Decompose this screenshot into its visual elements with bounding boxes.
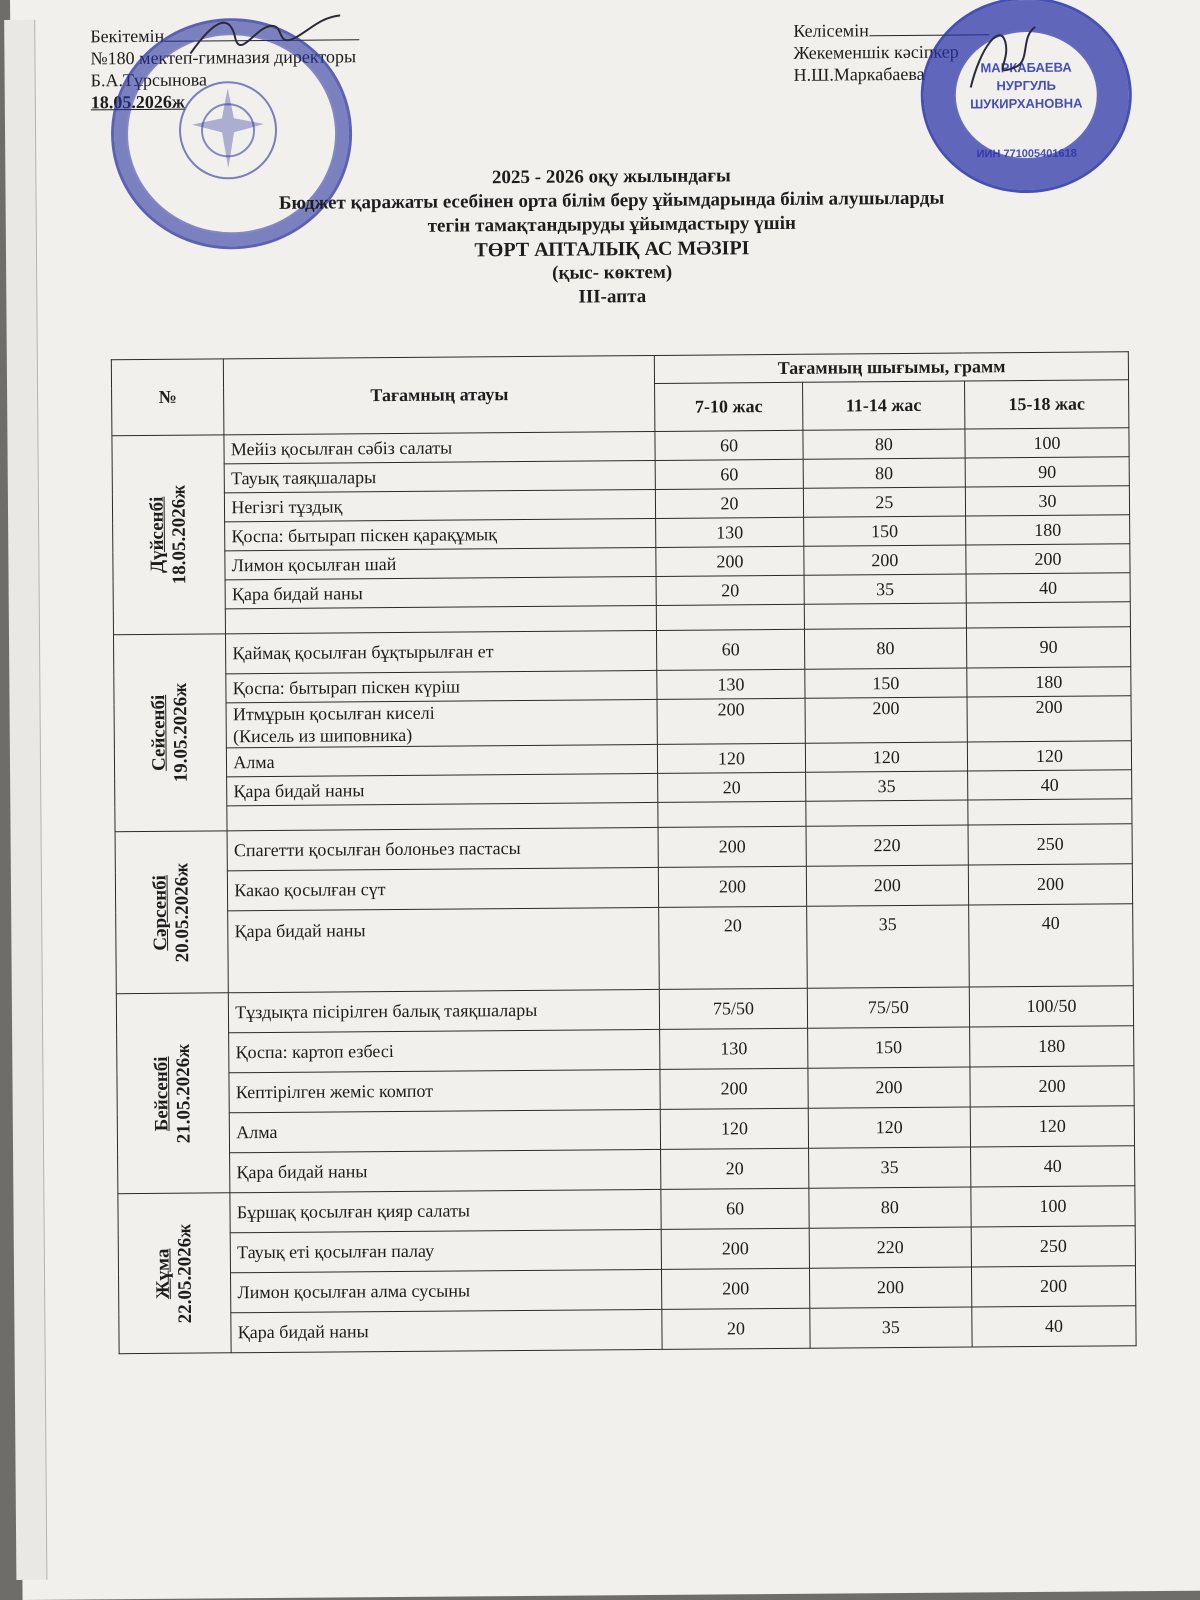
- dish-name: Лимон қосылған алма сусыны: [231, 1269, 662, 1312]
- portion-7-10: 60: [657, 629, 805, 670]
- portion-11-14: 120: [805, 742, 967, 772]
- title-week: III-апта: [578, 286, 647, 308]
- portion-11-14: 220: [809, 1227, 971, 1268]
- portion-11-14: 80: [803, 429, 965, 459]
- portion-11-14: 35: [810, 1307, 972, 1348]
- signature-icon: [960, 17, 1041, 98]
- portion-7-10: 20: [659, 906, 807, 989]
- portion-11-14: 120: [808, 1107, 970, 1148]
- day-date: 18.05.2026ж: [168, 484, 191, 585]
- portion-7-10: 130: [660, 1028, 808, 1069]
- dish-name: Қоспа: бытырап піскен қарақұмық: [225, 518, 656, 550]
- portion-15-18: 40: [972, 1306, 1136, 1347]
- title-year: 2025 - 2026 оқу жылындағы: [491, 165, 731, 189]
- dish-name: Қара бидай наны: [227, 773, 658, 805]
- portion-11-14: 150: [805, 668, 967, 698]
- portion-11-14: 80: [804, 628, 966, 669]
- dish-name: Қоспа: картоп езбесі: [229, 1029, 660, 1072]
- portion-15-18: 200: [970, 1066, 1134, 1107]
- portion-11-14: 35: [808, 1147, 970, 1188]
- portion-15-18: 200: [968, 864, 1132, 905]
- dish-name: Қаймақ қосылған бұқтырылған ет: [226, 630, 657, 673]
- approval-person: Б.А.Тұрсынова: [90, 69, 208, 91]
- portion-7-10: 60: [655, 430, 803, 460]
- day-date: 19.05.2026ж: [170, 682, 192, 783]
- day-date: 22.05.2026ж: [174, 1223, 197, 1323]
- portion-11-14: 150: [803, 516, 965, 546]
- portion-15-18: 180: [970, 1026, 1134, 1067]
- header-age-11-14: 11-14 жас: [802, 381, 965, 430]
- portion-11-14: 75/50: [807, 987, 969, 1028]
- dish-name-kk: Итмұрын қосылған киселі: [232, 702, 435, 725]
- menu-table: [111, 351, 1137, 1354]
- portion-15-18: 200: [967, 696, 1131, 742]
- dish-name: Какао қосылған сүт: [228, 867, 659, 910]
- day-name: Дүйсенбі: [146, 496, 169, 574]
- portion-11-14: 35: [806, 905, 969, 988]
- portion-7-10: 200: [661, 1228, 809, 1269]
- dish-name: Мейіз қосылған сәбіз салаты: [224, 431, 655, 463]
- portion-7-10: 20: [656, 575, 804, 605]
- dish-name: Қара бидай наны: [228, 907, 660, 992]
- dish-name: Алма: [230, 1109, 661, 1152]
- portion-15-18: 100/50: [969, 986, 1133, 1027]
- approval-label: Бекітемін: [90, 25, 165, 47]
- portion-11-14: 35: [804, 574, 966, 604]
- title-menu: ТӨРТ АПТАЛЫҚ АС МӘЗІРІ: [474, 237, 750, 262]
- dish-name: Қара бидай наны: [231, 1309, 662, 1352]
- document-page: [10, 0, 1200, 1600]
- portion-15-18: 200: [966, 544, 1130, 574]
- table-row: [116, 904, 1134, 994]
- day-cell: [112, 435, 226, 635]
- agreement-position: Жекеменшік кәсіпкер: [793, 41, 959, 63]
- portion-15-18: 120: [970, 1106, 1134, 1147]
- portion-7-10: 200: [657, 698, 805, 744]
- day-cell: [113, 634, 227, 832]
- portion-11-14: 35: [805, 771, 967, 801]
- portion-11-14: 80: [803, 458, 965, 488]
- day-cell: [115, 831, 229, 994]
- header-age-7-10: 7-10 жас: [655, 382, 803, 431]
- dish-name: Негізгі тұздық: [225, 489, 656, 521]
- portion-11-14: 150: [807, 1027, 969, 1068]
- table-row: [114, 696, 1131, 749]
- portion-15-18: 90: [965, 457, 1129, 487]
- dish-name: Қоспа: бытырап піскен күріш: [226, 670, 657, 702]
- day-name: Жұма: [152, 1247, 174, 1299]
- portion-11-14: 200: [809, 1267, 971, 1308]
- approval-date: 18.05.2026ж: [90, 91, 185, 113]
- dish-name: Тауық еті қосылған палау: [230, 1229, 661, 1272]
- stamp-id: ИИН 771005401618: [976, 147, 1077, 161]
- agreement-label: Келісемін: [793, 20, 869, 41]
- portion-15-18: 250: [968, 824, 1132, 865]
- portion-11-14: 220: [806, 825, 968, 866]
- portion-15-18: 100: [965, 428, 1129, 458]
- stamp-name-3: ШУКИРХАНОВНА: [970, 95, 1083, 112]
- portion-15-18: 120: [967, 741, 1131, 771]
- day-name: Бейсенбі: [150, 1055, 173, 1131]
- portion-7-10: 120: [658, 743, 806, 773]
- portion-7-10: 20: [661, 1148, 809, 1189]
- dish-name: Бұршақ қосылған қияр салаты: [230, 1189, 661, 1232]
- portion-15-18: 180: [966, 515, 1130, 545]
- portion-7-10: 20: [662, 1308, 810, 1349]
- portion-15-18: 90: [966, 627, 1130, 668]
- day-cell: [116, 993, 230, 1194]
- signature-icon: [185, 7, 345, 63]
- stamp-name-1: МАРКАБАЕВА: [980, 59, 1072, 76]
- dish-name: Тұздықта пісірілген балық таяқшалары: [229, 989, 660, 1032]
- portion-15-18: 30: [965, 486, 1129, 516]
- portion-15-18: 40: [969, 904, 1134, 987]
- portion-11-14: 80: [809, 1187, 971, 1228]
- dish-name: Лимон қосылған шай: [225, 547, 656, 579]
- dish-name: Қара бидай наны: [230, 1149, 661, 1192]
- table-row: [119, 1306, 1136, 1354]
- portion-7-10: 130: [656, 517, 804, 547]
- portion-11-14: 200: [805, 697, 968, 743]
- portion-7-10: 200: [658, 826, 806, 867]
- header-dish-name: Тағамның атауы: [224, 355, 656, 434]
- portion-7-10: 200: [659, 866, 807, 907]
- portion-15-18: 180: [967, 667, 1131, 697]
- portion-11-14: 200: [806, 865, 968, 906]
- portion-7-10: 120: [661, 1108, 809, 1149]
- portion-7-10: 130: [657, 669, 805, 699]
- stamp-name-2: НУРГУЛЬ: [996, 77, 1057, 94]
- day-date: 21.05.2026ж: [172, 1043, 195, 1143]
- document-titles: [11, 161, 1200, 314]
- day-cell: [118, 1193, 232, 1354]
- portion-7-10: 60: [661, 1188, 809, 1229]
- dish-name-ru: (Кисель из шиповника): [232, 724, 413, 747]
- portion-7-10: 20: [658, 772, 806, 802]
- approval-position: №180 мектеп-гимназия директоры: [90, 46, 357, 69]
- portion-7-10: 200: [660, 1068, 808, 1109]
- day-date: 20.05.2026ж: [171, 862, 194, 962]
- portion-7-10: 200: [656, 546, 804, 576]
- header-age-15-18: 15-18 жас: [964, 380, 1128, 429]
- dish-name: Қара бидай наны: [225, 576, 656, 608]
- portion-11-14: 25: [803, 487, 965, 517]
- header-output: Тағамның шығымы, грамм: [655, 352, 1129, 384]
- portion-15-18: 40: [971, 1146, 1135, 1187]
- title-line-2: Бюджет қаражаты есебінен орта білім беру ұйымдарында білім алушыларды: [278, 187, 945, 214]
- dish-name: Алма: [227, 744, 658, 776]
- portion-11-14: 200: [808, 1067, 970, 1108]
- portion-15-18: 200: [971, 1266, 1135, 1307]
- portion-15-18: 40: [966, 573, 1130, 603]
- portion-7-10: 20: [656, 488, 804, 518]
- dish-name: Тауық таяқшалары: [224, 460, 655, 492]
- portion-15-18: 100: [971, 1186, 1135, 1227]
- portion-15-18: 250: [971, 1226, 1135, 1267]
- portion-15-18: 40: [968, 770, 1132, 800]
- title-season: (қыс- көктем): [552, 261, 673, 284]
- agreement-person: Н.Ш.Маркабаева: [793, 63, 925, 85]
- dish-name: Спагетти қосылған болоньез пастасы: [227, 827, 658, 870]
- portion-7-10: 200: [662, 1268, 810, 1309]
- header-number: №: [111, 359, 224, 436]
- day-name: Сәрсенбі: [149, 874, 172, 951]
- day-name: Сейсенбі: [148, 694, 170, 772]
- portion-11-14: 200: [804, 545, 966, 575]
- title-line-3: тегін тамақтандыруды ұйымдастыру үшін: [427, 212, 796, 237]
- portion-7-10: 75/50: [660, 988, 808, 1029]
- dish-name: Кептірілген жеміс компот: [229, 1069, 660, 1112]
- portion-7-10: 60: [655, 459, 803, 489]
- dish-name: [226, 699, 657, 747]
